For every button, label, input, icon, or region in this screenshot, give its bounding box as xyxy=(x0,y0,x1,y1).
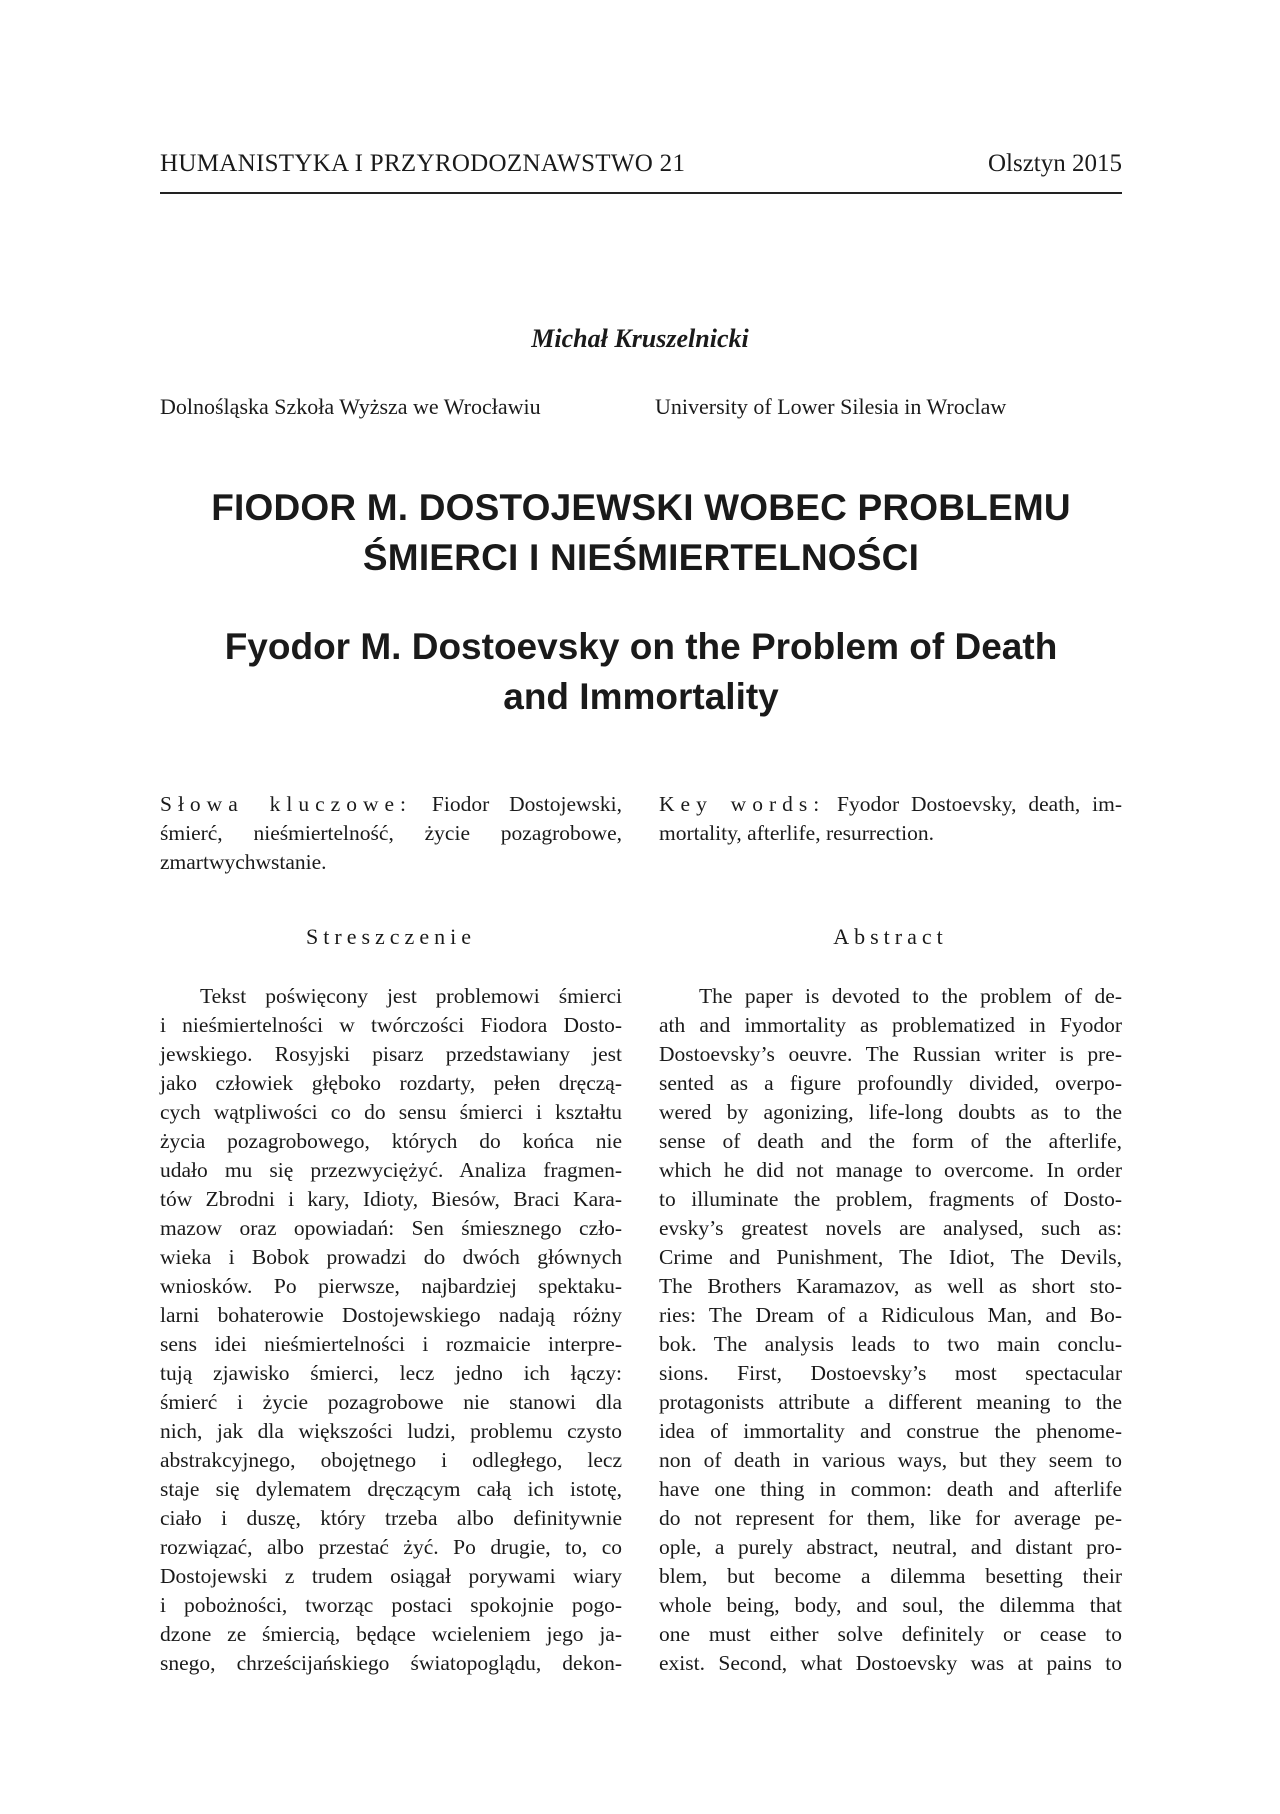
abstract-line: blem, but become a dilemma besetting their xyxy=(659,1564,1122,1588)
keywords-english-line: mortality, afterlife, resurrection. xyxy=(659,821,934,845)
keywords-polish xyxy=(160,790,622,877)
abstract-line: evsky’s greatest novels are analysed, such as: xyxy=(659,1216,1122,1240)
title-polish-line: ŚMIERCI I NIEŚMIERTELNOŚCI xyxy=(362,537,920,578)
abstract-line: bok. The analysis leads to two main conclu- xyxy=(659,1332,1122,1356)
abstract-line: sions. First, Dostoevsky’s most spectacular xyxy=(659,1361,1122,1385)
title-polish xyxy=(160,483,1122,583)
abstract-line: one must either solve definitely or cease to xyxy=(659,1622,1122,1646)
author-name: Michał Kruszelnicki xyxy=(531,324,749,353)
place-year: Olsztyn 2015 xyxy=(987,150,1122,177)
streszczenie-line: i nieśmiertelności w twórczości Fiodora Dosto- xyxy=(160,1013,622,1037)
title-polish-line: FIODOR M. DOSTOJEWSKI WOBEC PROBLEMU xyxy=(211,487,1071,528)
abstract-line: exist. Second, what Dostoevsky was at pains to xyxy=(659,1651,1122,1675)
streszczenie-line: ciało i duszę, który trzeba albo definitywnie xyxy=(160,1506,622,1530)
abstract-line: wered by agonizing, life-long doubts as to the xyxy=(659,1100,1122,1124)
streszczenie-line: mazow oraz opowiadań: Sen śmiesznego czło- xyxy=(160,1216,622,1240)
abstract-line: to illuminate the problem, fragments of Dosto- xyxy=(659,1187,1122,1211)
journal-title: HUMANISTYKA I PRZYRODOZNAWSTWO 21 xyxy=(160,150,686,177)
streszczenie-line: Dostojewski z trudem osiągał porywami wiary xyxy=(160,1564,622,1588)
streszczenie-line: udało mu się przezwyciężyć. Analiza fragmen- xyxy=(160,1158,622,1182)
streszczenie-line: i pobożności, tworząc postaci spokojnie pogo- xyxy=(160,1593,622,1617)
streszczenie-line: dzone ze śmiercią, będące wcieleniem jego ja- xyxy=(160,1622,622,1646)
streszczenie-line: śmierć i życie pozagrobowe nie stanowi dla xyxy=(160,1390,622,1414)
streszczenie-line: larni bohaterowie Dostojewskiego nadają różny xyxy=(160,1303,622,1327)
abstract-line: idea of immortality and construe the phenome- xyxy=(659,1419,1122,1443)
title-english xyxy=(160,622,1122,722)
keywords-polish-line: śmierć, nieśmiertelność, życie pozagrobowe, xyxy=(160,821,622,845)
abstract-line: Crime and Punishment, The Idiot, The Devils, xyxy=(659,1245,1122,1269)
title-english-line: and Immortality xyxy=(503,676,779,717)
streszczenie-line: życia pozagrobowego, których do końca nie xyxy=(160,1129,622,1153)
abstract-line: ople, a purely abstract, neutral, and distant pro- xyxy=(659,1535,1122,1559)
streszczenie-line: abstrakcyjnego, obojętnego i odległego, lecz xyxy=(160,1448,622,1472)
streszczenie-line: jako człowiek głęboko rozdarty, pełen dręczą- xyxy=(160,1071,622,1095)
abstract-line: The paper is devoted to the problem of de- xyxy=(699,984,1122,1008)
keywords-polish-line xyxy=(160,790,622,819)
streszczenie-line: jewskiego. Rosyjski pisarz przedstawiany jest xyxy=(160,1042,622,1066)
abstract-line: sented as a figure profoundly divided, overpo- xyxy=(659,1071,1122,1095)
streszczenie-line: sens idei nieśmiertelności i rozmaicie interpre- xyxy=(160,1332,622,1356)
abstract-line: Dostoevsky’s oeuvre. The Russian writer is pre- xyxy=(659,1042,1122,1066)
abstract-line: which he did not manage to overcome. In order xyxy=(659,1158,1122,1182)
streszczenie-heading: Streszczenie xyxy=(306,924,476,949)
streszczenie-line: tów Zbrodni i kary, Idioty, Biesów, Braci Kara- xyxy=(160,1187,622,1211)
streszczenie-line: snego, chrześcijańskiego światopoglądu, dekon- xyxy=(160,1651,622,1675)
abstract-text xyxy=(659,982,1122,1678)
abstract-line: protagonists attribute a different meaning to the xyxy=(659,1390,1122,1414)
abstract-heading: Abstract xyxy=(833,924,948,949)
abstract-line: do not represent for them, like for average pe- xyxy=(659,1506,1122,1530)
affiliation-english: University of Lower Silesia in Wroclaw xyxy=(655,394,1007,419)
keywords-polish-text: Fiodor Dostojewski, xyxy=(412,792,622,816)
streszczenie-line: wniosków. Po pierwsze, najbardziej spektaku- xyxy=(160,1274,622,1298)
streszczenie-line: Tekst poświęcony jest problemowi śmierci xyxy=(200,984,622,1008)
abstract-line: sense of death and the form of the afterlife, xyxy=(659,1129,1122,1153)
streszczenie-line: rozwiązać, albo przestać żyć. Po drugie, to, co xyxy=(160,1535,622,1559)
streszczenie-line: tują zjawisko śmierci, lecz jedno ich łączy: xyxy=(160,1361,622,1385)
running-header xyxy=(160,146,1122,194)
keywords-polish-line: zmartwychwstanie. xyxy=(160,850,327,874)
abstract-line: non of death in various ways, but they seem to xyxy=(659,1448,1122,1472)
streszczenie-line: nich, jak dla większości ludzi, problemu czysto xyxy=(160,1419,622,1443)
keywords-polish-label: Słowa kluczowe: xyxy=(160,792,412,816)
abstract-line: ath and immortality as problematized in Fyodor xyxy=(659,1013,1122,1037)
keywords-english-line xyxy=(659,790,1122,819)
abstract-line: have one thing in common: death and afterlife xyxy=(659,1477,1122,1501)
streszczenie-line: staje się dylematem dręczącym całą ich istotę, xyxy=(160,1477,622,1501)
title-english-line: Fyodor M. Dostoevsky on the Problem of Death xyxy=(224,626,1058,667)
keywords-english-label: Key words: xyxy=(659,792,826,816)
keywords-english-text: Fyodor Dostoevsky, death, im- xyxy=(825,792,1122,816)
abstract-line: whole being, body, and soul, the dilemma that xyxy=(659,1593,1122,1617)
streszczenie-line: cych wątpliwości co do sensu śmierci i kształtu xyxy=(160,1100,622,1124)
streszczenie-line: wieka i Bobok prowadzi do dwóch głównych xyxy=(160,1245,622,1269)
keywords-english xyxy=(659,790,1122,848)
abstract-line: The Brothers Karamazov, as well as short sto- xyxy=(659,1274,1122,1298)
streszczenie-text xyxy=(160,982,622,1678)
affiliation-polish: Dolnośląska Szkoła Wyższa we Wrocławiu xyxy=(160,394,541,419)
abstract-line: ries: The Dream of a Ridiculous Man, and Bo- xyxy=(659,1303,1122,1327)
